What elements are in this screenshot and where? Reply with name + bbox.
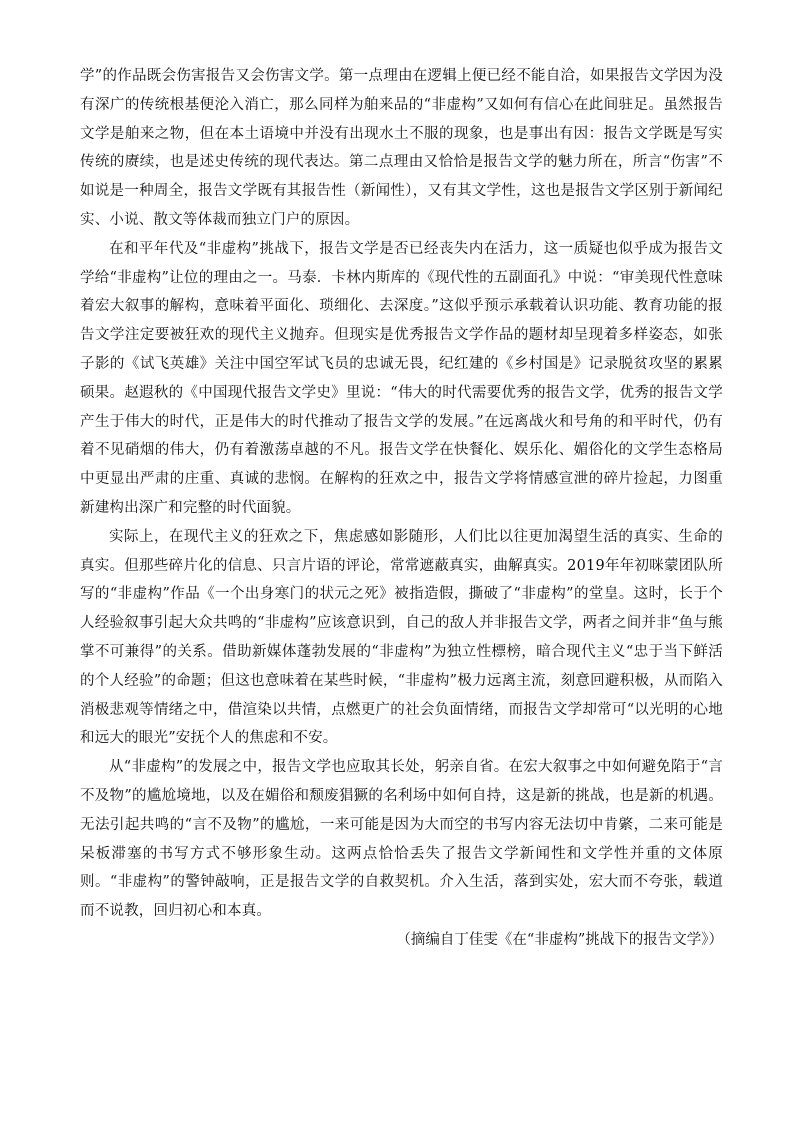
document-page bbox=[80, 62, 723, 955]
paragraph-1: 学”的作品既会伤害报告又会伤害文学。第一点理由在逻辑上便已经不能自洽，如果报告文学因为没有深广的传统根基便沦入消亡，那么同样为舶来品的“非虚构”又如何有信心在此间驻足。虽然报告文学是舶来之物，但在本土语境中并没有出现水土不服的现象，也是事出有因：报告文学既是写实传统的赓续，也是述史传统的现代表达。第二点理由又恰恰是报告文学的魅力所在，所言“伤害”不如说是一种周全，报告文学既有其报告性（新闻性），又有其文学性，这也是报告文学区别于新闻纪实、小说、散文等体裁而独立门户的原因。 bbox=[80, 68, 723, 228]
paragraph-3: 实际上，在现代主义的狂欢之下，焦虑感如影随形，人们比以往更加渴望生活的真实、生命的真实。但那些碎片化的信息、只言片语的评论，常常遮蔽真实，曲解真实。2019年年初咪蒙团队所写的“非虚构”作品《一个出身寒门的状元之死》被指造假，撕破了“非虚构”的堂皇。这时，长于个人经验叙事引起大众共鸣的“非虚构”应该意识到，自己的敌人并非报告文学，两者之间并非“鱼与熊掌不可兼得”的关系。借助新媒体蓬勃发展的“非虚构”为独立性標榜，暗合现代主义“忠于当下鲜活的个人经验”的命题；但这也意味着在某些时候，“非虚构”极力远离主流，刻意回避积极，从而陷入消极悲观等情绪之中，借渲染以共情，点燃更广的社会负面情绪，而报告文学却常可“以光明的心地和远大的眼光”安抚个人的焦虑和不安。 bbox=[80, 528, 723, 747]
paragraph-2: 在和平年代及“非虚构”挑战下，报告文学是否已经丧失内在活力，这一质疑也似乎成为报告文学给“非虚构”让位的理由之一。马泰．卡林内斯库的《现代性的五副面孔》中说：“审美现代性意味着宏大叙事的解构，意味着平面化、琐细化、去深度。”这似乎预示承载着认识功能、教育功能的报告文学注定要被狂欢的现代主义抛弃。但现实是优秀报告文学作品的题材却呈现着多样姿态，如张子影的《试飞英雄》关注中国空军试飞员的忠诚无畏，纪红建的《乡村国是》记录脱贫攻坚的累累硕果。赵遐秋的《中国现代报告文学史》里说：“伟大的时代需要优秀的报告文学，优秀的报告文学产生于伟大的时代，正是伟大的时代推动了报告文学的发展。”在远离战火和号角的和平时代，仍有着不见硝烟的伟大，仍有着激荡卓越的不凡。报告文学在快餐化、娱乐化、媚俗化的文学生态格局中更显出严肃的庄重、真诚的悲悯。在解构的狂欢之中，报告文学将情感宣泄的碎片捡起，力图重新建构出深广和完整的时代面貌。 bbox=[80, 240, 723, 516]
source-citation: （摘编自丁佳雯《在“非虚构”挑战下的报告文学》） bbox=[396, 931, 723, 948]
paragraph-4: 从“非虚构”的发展之中，报告文学也应取其长处，躬亲自省。在宏大叙事之中如何避免陷于“言不及物”的尴尬境地，以及在媚俗和颓废猖獗的名利场中如何自持，这是新的挑战，也是新的机遇。无法引起共鸣的“言不及物”的尴尬，一来可能是因为大而空的书写内容无法切中肯綮，二来可能是呆板滞塞的书写方式不够形象生动。这两点恰恰丢失了报告文学新闻性和文学性并重的文体原则。“非虚构”的警钟敲响，正是报告文学的自救契机。介入生活，落到实处，宏大而不夸张，载道而不说教，回归初心和本真。 bbox=[80, 759, 723, 920]
